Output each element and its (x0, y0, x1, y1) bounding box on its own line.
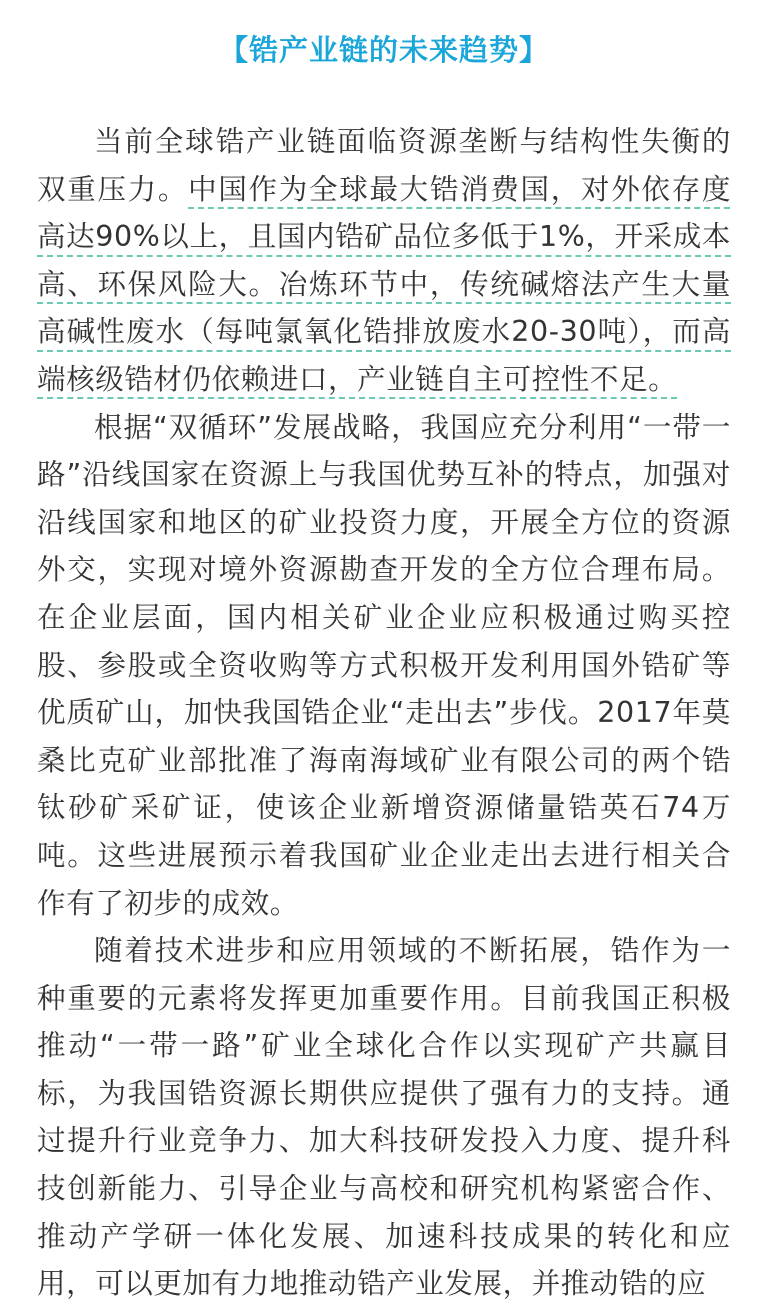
paragraph-text: 当前全球锆产业链面临资源垄断与结构性失衡的双重压力。 (37, 125, 731, 206)
article-title: 【锆产业链的未来趋势】 (218, 33, 549, 67)
paragraph-text: 随着技术进步和应用领域的不断拓展，锆作为一种重要的元素将发挥更加重要作用。目前我国正积极推动“一带一路”矿业全球化合作以实现矿产共赢目标，为我国锆资源长期供应提供了强有力的支持。通过提升行业竞争力、加大科技研发投入力度、提升科技创新能力、引导企业与高校和研究机构紧密合作、推动产学研一体化发展、加速科技成果的转化和应用，可以更加有力地推动锆产业发展，并推动锆的应 (37, 934, 731, 1301)
article-body (37, 118, 731, 1308)
highlighted-text: 中国作为全球最大锆消费国，对外依存度高达90%以上，且国内锆矿品位多低于1%，开采成本高、环保风险大。冶炼环节中，传统碱熔法产生大量高碱性废水（每吨氯氧化锆排放废水20-30吨），而高端核级锆材仍依赖进口，产业链自主可控性不足。 (37, 172, 731, 396)
paragraph (37, 404, 731, 928)
paragraph (37, 118, 731, 404)
paragraph (37, 927, 731, 1308)
paragraph-text: 根据“双循环”发展战略，我国应充分利用“一带一路”沿线国家在资源上与我国优势互补的特点，加强对沿线国家和地区的矿业投资力度，开展全方位的资源外交，实现对境外资源勘查开发的全方位合理布局。在企业层面，国内相关矿业企业应积极通过购买控股、参股或全资收购等方式积极开发利用国外锆矿等优质矿山，加快我国锆企业“走出去”步伐。2017年莫桑比克矿业部批准了海南海域矿业有限公司的两个锆钛砂矿采矿证，使该企业新增资源储量锆英石74万吨。这些进展预示着我国矿业企业走出去进行相关合作有了初步的成效。 (37, 410, 731, 920)
